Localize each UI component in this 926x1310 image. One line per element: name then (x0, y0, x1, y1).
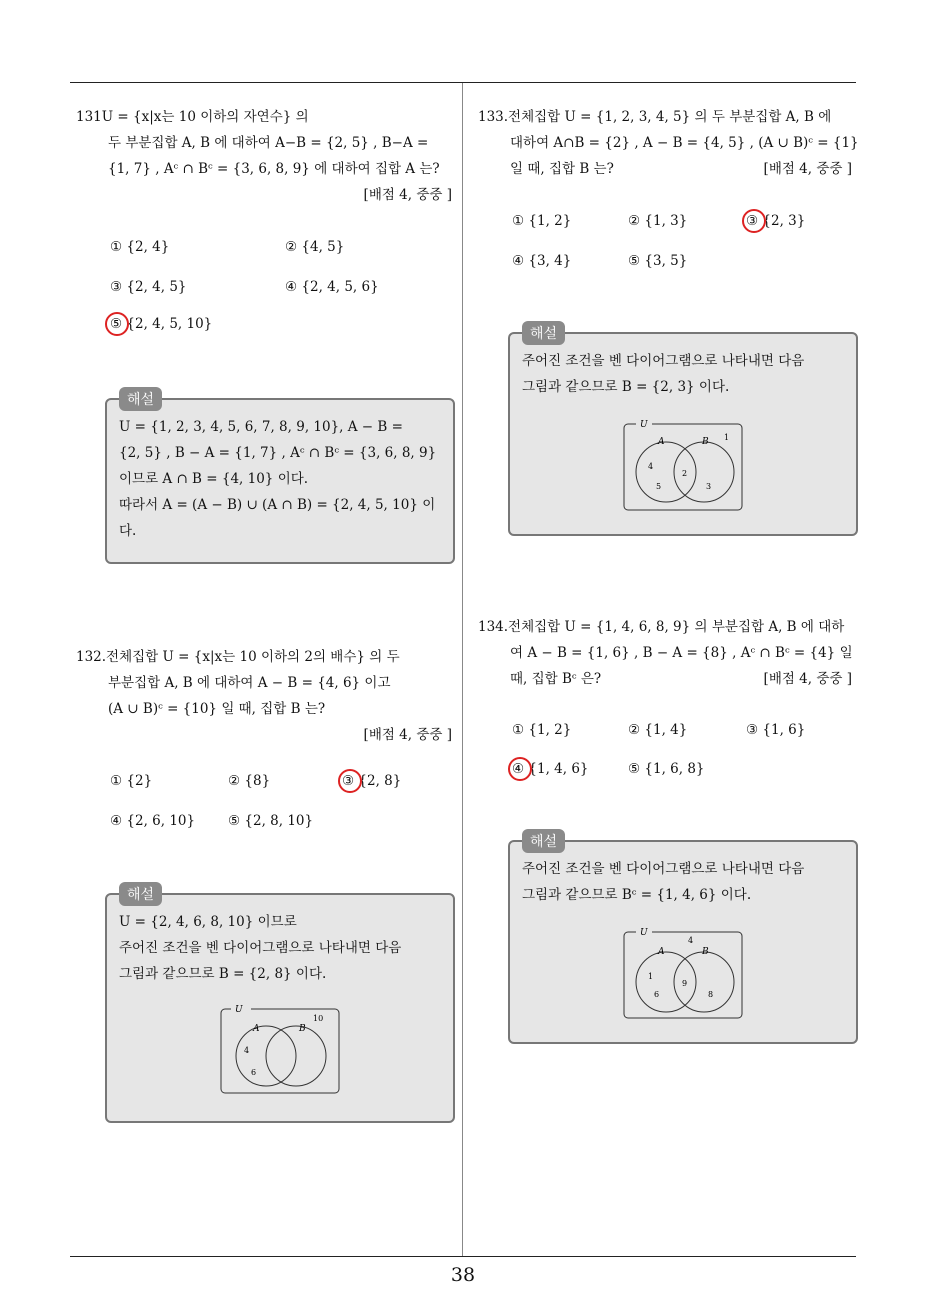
p132-venn-outside: 10 (313, 1014, 324, 1023)
p134-solution-tag: 해설 (522, 829, 565, 853)
top-rule (70, 82, 856, 83)
p134-venn-both: 9 (682, 979, 688, 988)
p132-choice-4[interactable]: ④ {2, 6, 10} (110, 813, 196, 829)
p133-solution-box (508, 326, 858, 536)
p133-venn-b-only: 3 (706, 482, 712, 491)
problem-134-meta: [배점 4, 중중 ] (763, 671, 852, 687)
problem-134-meta-row (478, 666, 852, 692)
p133-solution-text (522, 348, 804, 400)
p132-answer-mark (338, 769, 362, 793)
p131-choice-3[interactable]: ③ {2, 4, 5} (110, 279, 187, 295)
p134-choice-2[interactable]: ② {1, 4} (628, 722, 688, 738)
problem-132-line-3: (A ∪ B)ᶜ = {10} 일 때, 집합 B 는? (108, 701, 326, 717)
p132-venn-diagram (219, 1001, 343, 1097)
p134-answer-mark (508, 757, 532, 781)
problem-132-meta: [배점 4, 중중 ] (363, 727, 452, 743)
p134-solution-text (522, 856, 804, 908)
p134-choice-5[interactable]: ⑤ {1, 6, 8} (628, 761, 705, 777)
p133-venn-outside: 1 (724, 433, 730, 442)
p134-sol-line-2: 그림과 같으므로 Bᶜ = {1, 4, 6} 이다. (522, 887, 752, 903)
p131-solution-box (105, 392, 455, 564)
page-number: 38 (450, 1264, 476, 1286)
p133-venn-diagram (622, 416, 746, 512)
p131-choice-5[interactable]: ⑤ {2, 4, 5, 10} (110, 316, 213, 332)
p132-venn-a-label: A (253, 1024, 260, 1034)
p133-answer-mark (742, 209, 766, 233)
p133-sol-line-2: 그림과 같으므로 B = {2, 3} 이다. (522, 379, 730, 395)
p132-choice-1[interactable]: ① {2} (110, 773, 153, 789)
problem-133-line-1: 133.전체집합 U = {1, 2, 3, 4, 5} 의 두 부분집합 A, B 에 (478, 109, 832, 125)
column-divider (462, 83, 463, 1256)
p133-choice-1[interactable]: ① {1, 2} (512, 213, 572, 229)
p132-choice-3[interactable]: ③ {2, 8} (342, 773, 402, 789)
problem-131-line-3: {1, 7} , Aᶜ ∩ Bᶜ = {3, 6, 8, 9} 에 대하여 집합 A 는? (108, 161, 440, 177)
problem-133-line-3: 일 때, 집합 B 는? (510, 161, 614, 177)
p131-sol-line-4: 따라서 A = (A − B) ∪ (A ∩ B) = {2, 4, 5, 10} 이 (119, 497, 436, 513)
p133-choice-4[interactable]: ④ {3, 4} (512, 253, 572, 269)
problem-131-line-2: 두 부분집합 A, B 에 대하여 A−B = {2, 5} , B−A = (108, 135, 429, 151)
p132-venn-a-only-2: 6 (251, 1068, 257, 1077)
problem-132-line-2: 부분집합 A, B 에 대하여 A − B = {4, 6} 이고 (108, 675, 391, 691)
p131-sol-line-3: 이므로 A ∩ B = {4, 10} 이다. (119, 471, 309, 487)
p134-venn-a-label: A (658, 947, 665, 957)
p134-solution-box (508, 834, 858, 1044)
problem-132 (76, 644, 452, 748)
p131-sol-line-1: U = {1, 2, 3, 4, 5, 6, 7, 8, 9, 10}, A − B = (119, 419, 403, 435)
p132-choice-2[interactable]: ② {8} (228, 773, 271, 789)
p131-answer-mark (105, 312, 129, 336)
p133-venn-a-only-2: 5 (656, 482, 662, 491)
problem-134-line-1: 134.전체집합 U = {1, 4, 6, 8, 9} 의 부분집합 A, B 에 대하 (478, 619, 845, 635)
p133-venn-both: 2 (682, 469, 688, 478)
p133-choice-5[interactable]: ⑤ {3, 5} (628, 253, 688, 269)
p132-venn-u-label: U (235, 1005, 243, 1015)
p134-venn-diagram (622, 924, 746, 1020)
problem-133-line-2: 대하여 A∩B = {2} , A − B = {4, 5} , (A ∪ B)ᶜ = {1} (510, 135, 859, 151)
p134-choice-4[interactable]: ④ {1, 4, 6} (512, 761, 589, 777)
p132-sol-line-1: U = {2, 4, 6, 8, 10} 이므로 (119, 914, 297, 930)
problem-133-meta-row (478, 156, 852, 182)
p133-venn-a-label: A (658, 437, 665, 447)
p131-choice-1[interactable]: ① {2, 4} (110, 239, 170, 255)
p134-venn-u-label: U (640, 928, 648, 938)
p132-solution-text (119, 909, 401, 987)
p132-sol-line-3: 그림과 같으므로 B = {2, 8} 이다. (119, 966, 327, 982)
p131-choice-4[interactable]: ④ {2, 4, 5, 6} (285, 279, 379, 295)
p134-venn-universe (624, 932, 742, 1018)
p134-venn-a-only-1: 1 (648, 972, 654, 981)
p132-sol-line-2: 주어진 조건을 벤 다이어그램으로 나타내면 다음 (119, 940, 402, 956)
problem-132-line-1: 132.전체집합 U = {x|x는 10 이하의 2의 배수} 의 두 (76, 649, 400, 665)
bottom-rule (70, 1256, 856, 1257)
p134-sol-line-1: 주어진 조건을 벤 다이어그램으로 나타내면 다음 (522, 861, 805, 877)
problem-134-line-2: 여 A − B = {1, 6} , B − A = {8} , Aᶜ ∩ Bᶜ = {4} 일 (510, 645, 853, 661)
problem-134-line-3: 때, 집합 Bᶜ 은? (510, 671, 602, 687)
p134-venn-a-only-2: 6 (654, 990, 660, 999)
p131-sol-line-5: 다. (119, 523, 137, 539)
problem-131 (76, 104, 452, 208)
p133-sol-line-1: 주어진 조건을 벤 다이어그램으로 나타내면 다음 (522, 353, 805, 369)
p133-choice-3[interactable]: ③ {2, 3} (746, 213, 806, 229)
p132-venn-a-only-1: 4 (244, 1046, 250, 1055)
p132-venn-b-label: B (299, 1024, 306, 1034)
p132-solution-tag: 해설 (119, 882, 162, 906)
p134-choice-3[interactable]: ③ {1, 6} (746, 722, 806, 738)
p134-venn-b-label: B (702, 947, 709, 957)
p133-venn-b-label: B (702, 437, 709, 447)
p132-choice-5[interactable]: ⑤ {2, 8, 10} (228, 813, 314, 829)
p134-venn-outside: 4 (688, 936, 694, 945)
p133-venn-a-only-1: 4 (648, 462, 654, 471)
p131-choice-2[interactable]: ② {4, 5} (285, 239, 345, 255)
p131-solution-tag: 해설 (119, 387, 162, 411)
p131-sol-line-2: {2, 5} , B − A = {1, 7} , Aᶜ ∩ Bᶜ = {3, 6, 8, 9} (119, 445, 437, 461)
problem-131-line-1: 131U = {x|x는 10 이하의 자연수} 의 (76, 109, 309, 125)
p133-choice-2[interactable]: ② {1, 3} (628, 213, 688, 229)
problem-131-meta: [배점 4, 중중 ] (363, 187, 452, 203)
p132-solution-box (105, 887, 455, 1123)
p133-venn-u-label: U (640, 420, 648, 430)
p134-choice-1[interactable]: ① {1, 2} (512, 722, 572, 738)
p133-solution-tag: 해설 (522, 321, 565, 345)
problem-133-meta: [배점 4, 중중 ] (763, 161, 852, 177)
p131-solution-text (119, 414, 436, 544)
p134-venn-b-only: 8 (708, 990, 714, 999)
